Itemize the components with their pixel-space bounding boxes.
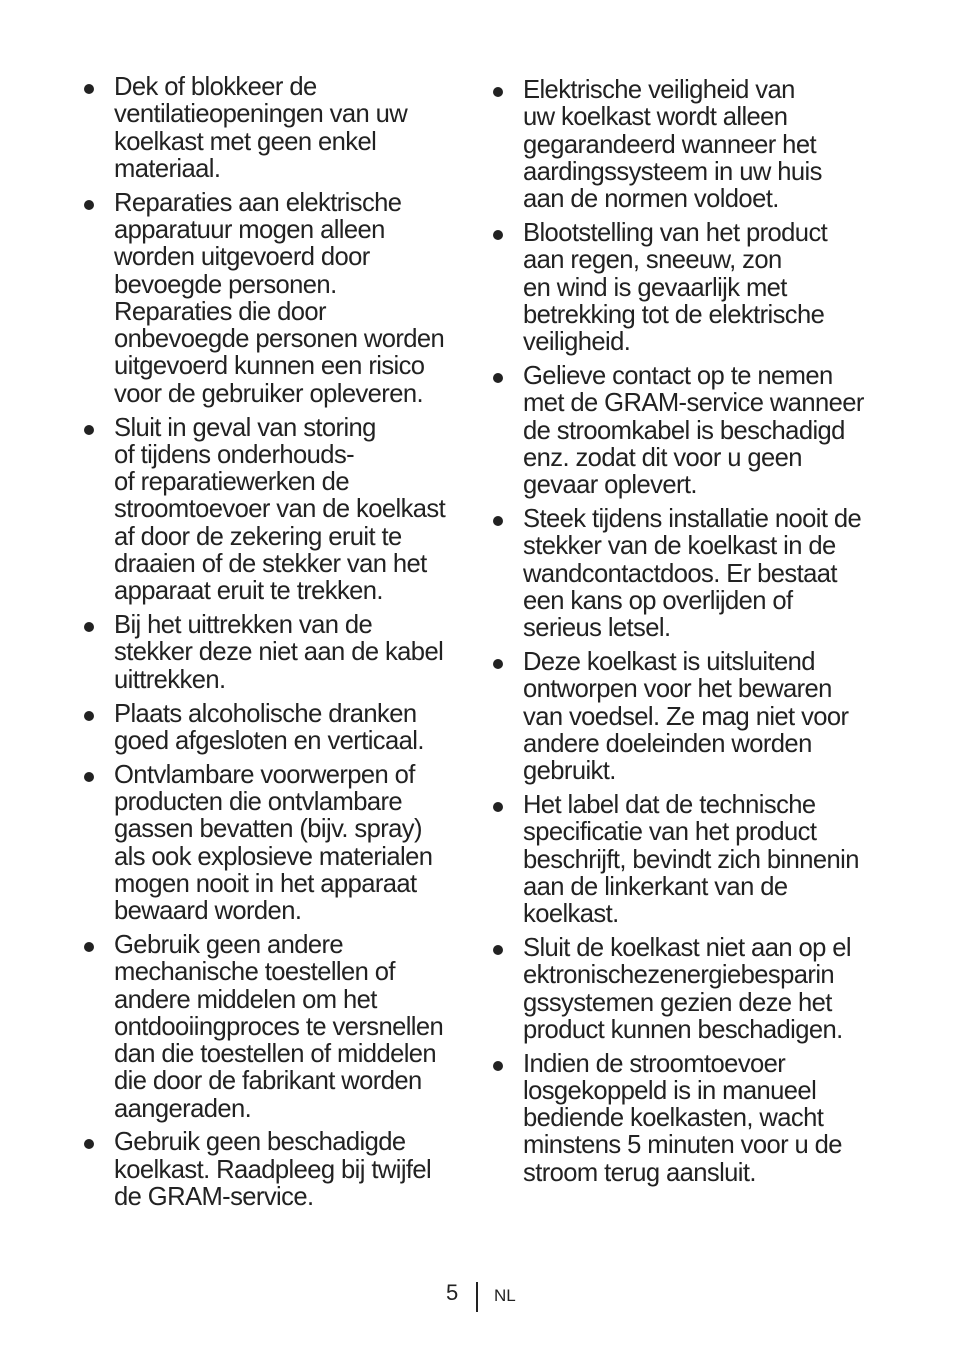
right-column [493,77,893,1194]
bullet-item [84,701,464,756]
bullet-item [493,363,893,499]
bullet-icon [84,772,94,782]
bullet-icon [84,425,94,435]
bullet-icon [493,516,503,526]
bullet-text: Sluit in geval van storing of tijdens onderhouds- of reparatiewerken de stroomtoevoer van de koelkast af door de zekering eruit te draaien of de stekker van het apparaat eruit te trekken. [114,413,446,606]
bullet-icon [493,87,503,97]
bullet-item [493,935,893,1044]
bullet-icon [493,230,503,240]
bullet-text: Het label dat de technische specificatie van het product beschrijft, bevindt zich binnenin aan de linkerkant van de koelkast. [523,790,859,929]
bullet-text: Sluit de koelkast niet aan op el ektronischezenergiebesparin gssystemen gezien deze het product kunnen beschadigen. [523,933,851,1044]
bullet-item [84,74,464,183]
bullet-item [493,220,893,356]
bullet-icon [493,659,503,669]
bullet-icon [84,711,94,721]
bullet-text: Blootstelling van het product aan regen, sneeuw, zon en wind is gevaarlijk met betrekking tot de elektrische veiligheid. [523,218,828,357]
bullet-icon [493,1061,503,1071]
bullet-text: Indien de stroomtoevoer losgekoppeld is in manueel bediende koelkasten, wacht minstens 5 minuten voor u de stroom terug aansluit. [523,1049,842,1187]
bullet-item [84,762,464,926]
page-number: 5 [446,1280,459,1305]
bullet-item [84,612,464,694]
bullet-item [84,932,464,1123]
bullet-text: Ontvlambare voorwerpen of producten die ontvlambare gassen bevatten (bijv. spray) als ook explosieve materialen mogen nooit in het apparaat bewaard worden. [114,760,433,926]
bullet-text: Deze koelkast is uitsluitend ontworpen voor het bewaren van voedsel. Ze mag niet voor andere doeleinden worden gebruikt. [523,647,849,786]
bullet-text: Plaats alcoholische dranken goed afgesloten en verticaal. [114,699,424,755]
language-code: NL [494,1286,516,1305]
bullet-icon [84,84,94,94]
bullet-text: Gebruik geen andere mechanische toestellen of andere middelen om het ontdooiingproces te versnellen dan die toestellen of middelen die door de fabrikant worden aangeraden. [114,930,444,1123]
bullet-text: Reparaties aan elektrische apparatuur mogen alleen worden uitgevoerd door bevoegde personen. Reparaties die door onbevoegde personen worden uitgevoerd kunnen een risico voor de gebruiker opleveren. [114,188,445,408]
bullet-text: Dek of blokkeer de ventilatieopeningen van uw koelkast met geen enkel materiaal. [114,73,408,183]
bullet-item [84,190,464,408]
bullet-text: Steek tijdens installatie nooit de stekker van de koelkast in de wandcontactdoos. Er bestaat een kans op overlijden of serieus letsel. [523,504,862,643]
bullet-text: Bij het uittrekken van de stekker deze niet aan de kabel uittrekken. [114,611,444,694]
bullet-item [493,649,893,785]
bullet-text: Gebruik geen beschadigde koelkast. Raadpleeg bij twijfel de GRAM-service. [114,1128,432,1212]
bullet-item [493,506,893,642]
left-column [84,74,464,1218]
bullet-item [493,77,893,213]
bullet-item [84,1129,464,1211]
bullet-item [493,792,893,928]
bullet-icon [493,802,503,812]
bullet-icon [493,373,503,383]
bullet-icon [84,622,94,632]
bullet-text: Elektrische veiligheid van uw koelkast wordt alleen gegarandeerd wanneer het aardingssysteem in uw huis aan de normen voldoet. [523,76,822,214]
bullet-text: Gelieve contact op te nemen met de GRAM-service wanneer de stroomkabel is beschadigd enz. zodat dit voor u geen gevaar oplevert. [523,361,864,500]
footer-divider [476,1282,478,1312]
bullet-item [84,415,464,606]
bullet-icon [84,1139,94,1149]
bullet-icon [84,942,94,952]
page-footer [0,1276,954,1316]
bullet-icon [493,945,503,955]
bullet-item [493,1051,893,1187]
bullet-icon [84,200,94,210]
